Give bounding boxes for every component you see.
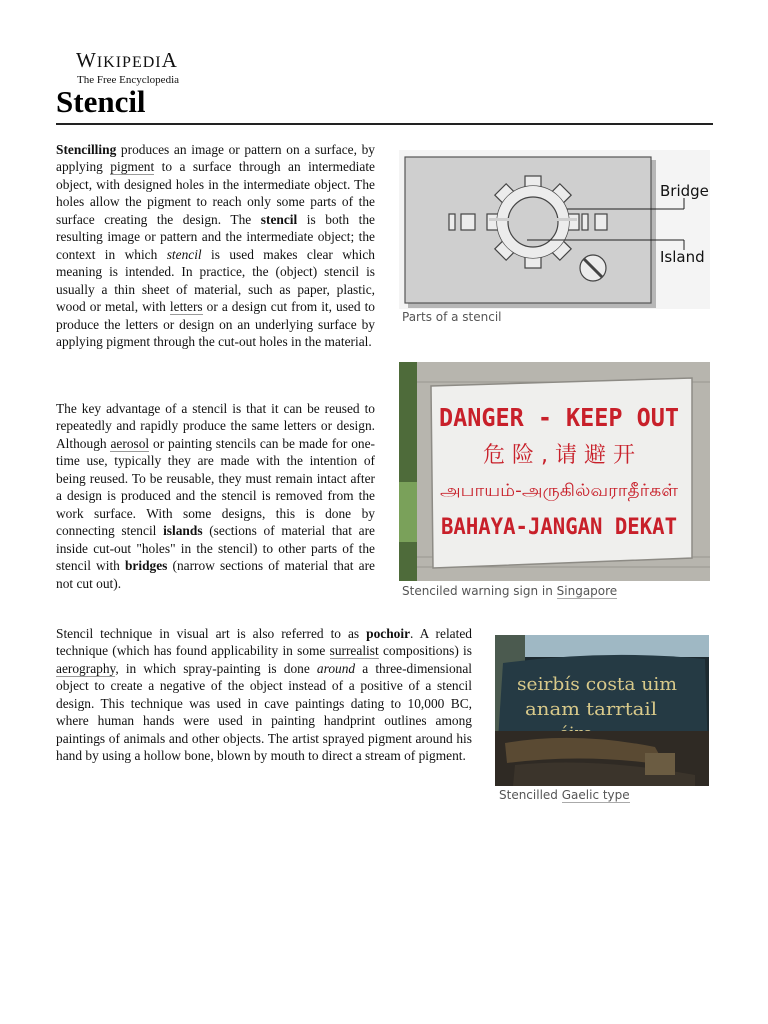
link-letters[interactable]: letters [169,299,203,315]
sign-line-4: BAHAYA-JANGAN DEKAT [441,515,677,540]
caption-gaelic: Stencilled Gaelic type [499,788,630,802]
wikipedia-logo[interactable] [76,50,216,87]
warning-sign-photo[interactable] [399,362,710,581]
link-singapore[interactable]: Singapore [556,584,618,598]
paragraph-intro: Stencilling produces an image or pattern on a surface, by applying pigment to a surface through an intermediate object, with designed holes in the intermediate object. The holes allow the pigment to reach only some parts of the surface creating the design. The stencil is both the resulting image or pattern and the intermediate object; the context in which stencil is used makes clear which meaning is intended. In practice, the (object) stencil is usually a thin sheet of material, such as paper, plastic, wood or metal, with letters or a design cut from it, used to produce the letters or design on an underlying surface by applying pigment through the cut-out holes in the material. [56,142,376,349]
wikipedia-wordmark: WIKIPEDIA [76,48,178,72]
link-aerography[interactable]: aerography [56,660,116,676]
label-bridge: Bridge [660,182,709,200]
sign-line-2: 危 险 , 请 避 开 [483,443,635,468]
link-aerosol[interactable]: aerosol [110,435,150,451]
paragraph-visual-art: Stencil technique in visual art is also referred to as pochoir. A related technique (which has found applicability in some surrealist compositions) is aerography, in which spray-painting is done around a three-dimensional object to create a negative of the object instead of a positive of a stencil design. This technique was used in cave paintings dating to 10,000 BC, where human hands were used in painting handprint outlines among paintings of animals and other objects. The artist sprayed pigment around his hand by using a hollow bone, blown by mouth to direct a stream of pigment. [56,626,472,764]
caption-sign: Stenciled warning sign in Singapore [402,584,618,598]
stencil-diagram-svg [399,150,710,309]
sign-line-1: DANGER - KEEP OUT [439,403,679,432]
link-pigment[interactable]: pigment [110,159,155,175]
paragraph-advantage: The key advantage of a stencil is that it can be reused to repeatedly and rapidly produce the same letters or design. Although aerosol or painting stencils can be made for one-time use, typically they are made with the intention of being reused. To be reusable, they must remain intact after a design is produced and the stencil is removed from the work surface. With some designs, this is done by connecting stencil islands (sections of material that are inside cut-out "holes" in the stencil) to other parts of the stencil with bridges (narrow sections of material that are not cut out). [56,401,375,591]
page-title: Stencil [56,84,146,119]
stencil-diagram-image[interactable] [399,150,710,309]
warning-sign-svg [399,362,710,581]
wikipedia-tagline: The Free Encyclopedia [77,74,180,86]
title-divider [56,123,713,125]
link-gaelic-type[interactable]: Gaelic type [561,788,630,802]
label-island: Island [660,248,705,266]
link-surrealist[interactable]: surrealist [329,643,379,659]
caption-diagram: Parts of a stencil [402,310,502,324]
gear-cutout [487,176,579,268]
gaelic-line-2: anam tarrtail [525,699,658,720]
sign-line-3: அபாயம்-அருகில்வராதீர்கள் [440,481,679,501]
gaelic-line-1: seirbís costa uim [517,674,677,695]
gaelic-type-photo[interactable] [495,635,709,786]
gaelic-type-svg [495,635,709,786]
